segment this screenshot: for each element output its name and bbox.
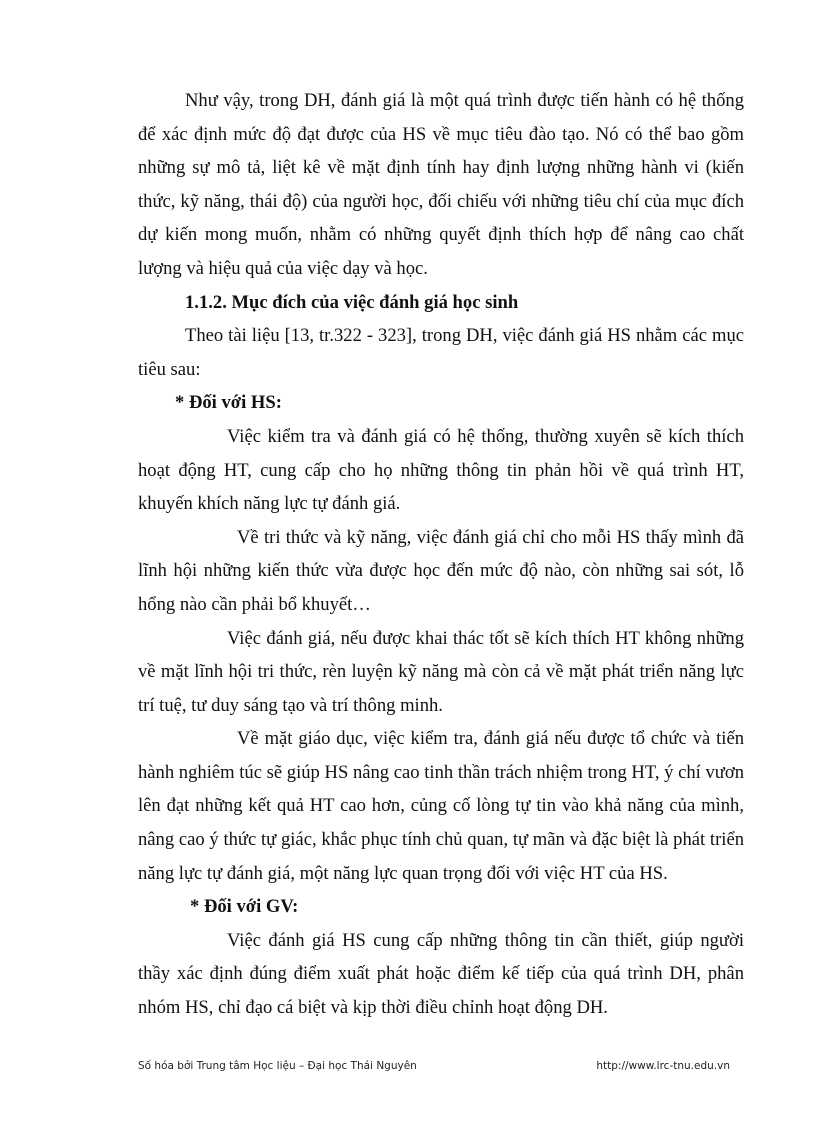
footer-source-text: Số hóa bởi Trung tâm Học liệu – Đại học Thái Nguyên: [138, 1060, 417, 1072]
paragraph-students-4: Về mặt giáo dục, việc kiểm tra, đánh giá nếu được tổ chức và tiến hành nghiêm túc sẽ giúp HS nâng cao tinh thần trách nhiệm trong HT, ý chí vươn lên đạt những kết quả HT cao hơn, củng cố lòng tự tin vào khả năng của mình, nâng cao ý thức tự giác, khắc phục tính chủ quan, tự mãn và đặc biệt là phát triển năng lực tự đánh giá, một năng lực quan trọng đối với việc HT của HS.: [138, 728, 744, 884]
page-body: [138, 84, 744, 1025]
paragraph-intro: Như vậy, trong DH, đánh giá là một quá trình được tiến hành có hệ thống để xác định mức độ đạt được của HS về mục tiêu đào tạo. Nó có thể bao gồm những sự mô tả, liệt kê về mặt định tính hay định lượng những hành vi (kiến thức, kỹ năng, thái độ) của người học, đối chiếu với những tiêu chí của mục đích dự kiến mong muốn, nhằm có những quyết định thích hợp để nâng cao chất lượng và hiệu quả của việc dạy và học.: [138, 90, 744, 279]
section-heading: 1.1.2. Mục đích của việc đánh giá học sinh: [185, 291, 519, 313]
footer-url-link[interactable]: http://www.lrc-tnu.edu.vn: [596, 1060, 730, 1072]
paragraph-students-1: Việc kiểm tra và đánh giá có hệ thống, thường xuyên sẽ kích thích hoạt động HT, cung cấp cho họ những thông tin phản hồi về quá trình HT, khuyến khích năng lực tự đánh giá.: [138, 425, 744, 515]
paragraph-students-2: Về tri thức và kỹ năng, việc đánh giá chỉ cho mỗi HS thấy mình đã lĩnh hội những kiến thức vừa được học đến mức độ nào, còn những sai sót, lỗ hổng nào cần phải bổ khuyết…: [138, 526, 744, 615]
paragraph-objectives: Theo tài liệu [13, tr.322 - 323], trong DH, việc đánh giá HS nhằm các mục tiêu sau:: [138, 325, 744, 380]
paragraph-students-3: Việc đánh giá, nếu được khai thác tốt sẽ kích thích HT không những về mặt lĩnh hội tri thức, rèn luyện kỹ năng mà còn cả về mặt phát triển năng lực trí tuệ, tư duy sáng tạo và trí thông minh.: [138, 627, 744, 716]
paragraph-teachers-1: Việc đánh giá HS cung cấp những thông tin cần thiết, giúp người thầy xác định đúng điểm xuất phát hoặc điểm kế tiếp của quá trình DH, phân nhóm HS, chỉ đạo cá biệt và kịp thời điều chỉnh hoạt động DH.: [138, 929, 744, 1019]
subheading-teachers: * Đối với GV:: [190, 896, 299, 918]
subheading-students: * Đối với HS:: [175, 392, 282, 414]
